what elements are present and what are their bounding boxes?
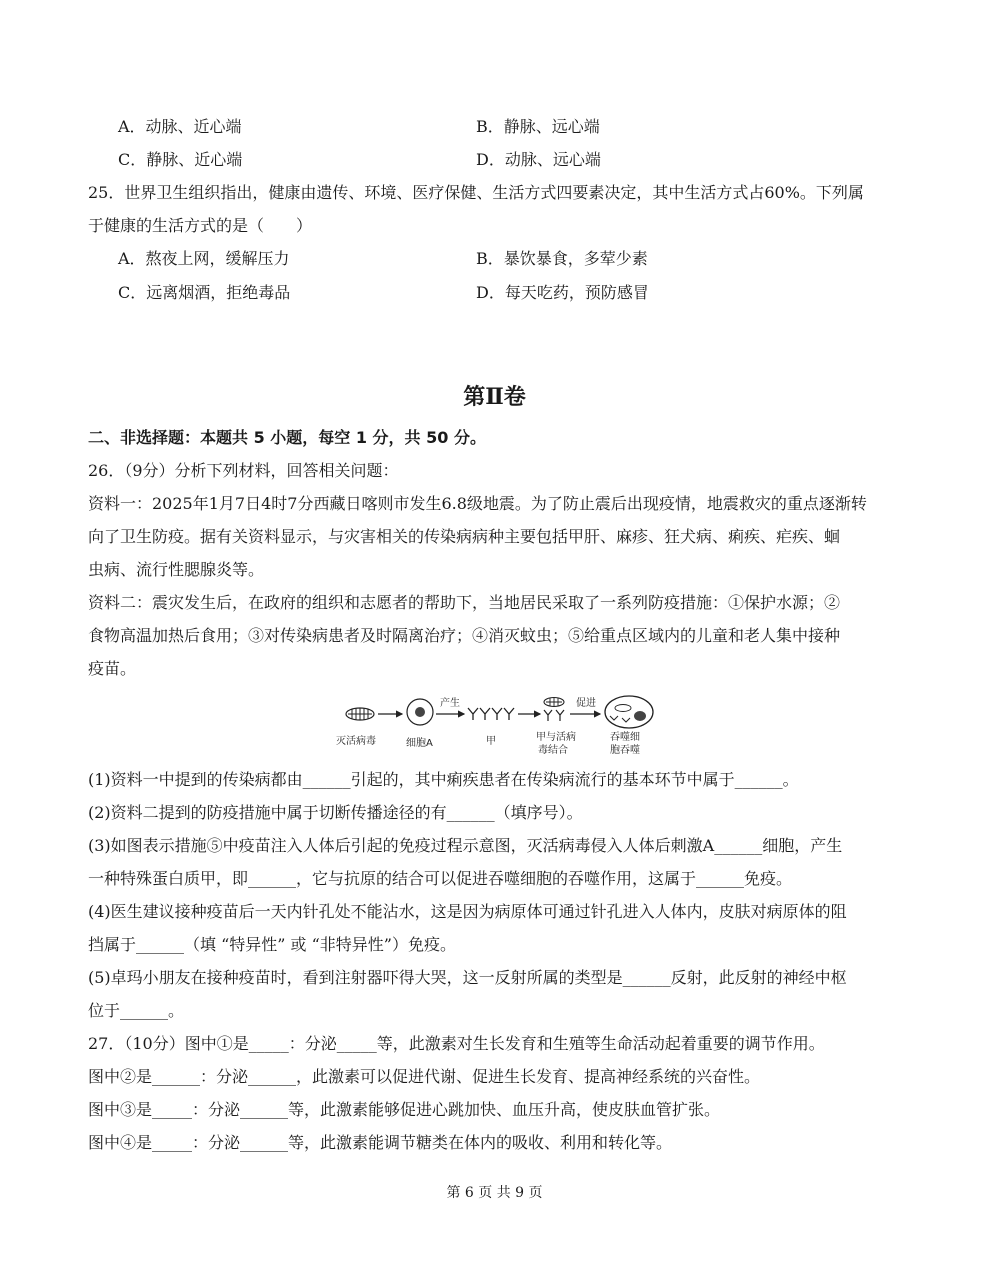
q26-material2-line3: 疫苗。 (88, 659, 137, 678)
q26-subquestion-3-line2: 一种特殊蛋白质甲，即______，它与抗原的结合可以促进吞噬细胞的吞噬作用，这属于______免疫。 (88, 869, 793, 888)
q26-material1-line3: 虫病、流行性腮腺炎等。 (88, 560, 265, 579)
label-combined-line2: 毒结合 (538, 745, 568, 756)
q27-line3: 图中③是_____：分泌______等，此激素能够促进心跳加快、血压升高，使皮肤血管扩张。 (88, 1100, 721, 1119)
q25-stem-line2: 于健康的生活方式的是（ ） (88, 216, 313, 235)
q25-option-b: B．暴饮暴食，多荤少素 (476, 249, 648, 268)
q26-material1-line2: 向了卫生防疫。据有关资料显示，与灾害相关的传染病病种主要包括甲肝、麻疹、狂犬病、痢疾、疟疾、蛔 (88, 527, 841, 546)
cell-a-icon (407, 699, 433, 725)
q26-material2-line1: 资料二：震灾发生后，在政府的组织和志愿者的帮助下，当地居民采取了一系列防疫措施：①保护水源；② (88, 593, 841, 612)
q24-option-b: B．静脉、远心端 (476, 117, 600, 136)
q26-subquestion-4-line2: 挡属于______（填 “特异性” 或 “非特异性”）免疫。 (88, 935, 456, 954)
page-number-footer: 第 6 页 共 9 页 (446, 1185, 543, 1201)
q26-subquestion-5-line1: (5)卓玛小朋友在接种疫苗时，看到注射器吓得大哭，这一反射所属的类型是______反射，此反射的神经中枢 (88, 968, 847, 987)
label-combined-line1: 甲与活病 (536, 732, 576, 743)
label-promote: 促进 (576, 698, 596, 709)
q25-stem-line1: 25．世界卫生组织指出，健康由遗传、环境、医疗保健、生活方式四要素决定，其中生活方式占60%。下列属 (88, 183, 864, 202)
q26-intro: 26．（9分）分析下列材料，回答相关问题： (88, 461, 399, 480)
q26-subquestion-5-line2: 位于______。 (88, 1001, 185, 1020)
q25-option-a: A．熬夜上网，缓解压力 (118, 249, 290, 268)
q26-material1-line1: 资料一：2025年1月7日4时7分西藏日喀则市发生6.8级地震。为了防止震后出现疫情，地震救灾的重点逐渐转 (88, 494, 867, 513)
q27-line2: 图中②是______：分泌______，此激素可以促进代谢、促进生长发育、提高神经系统的兴奋性。 (88, 1067, 761, 1086)
label-cell-a: 细胞A (406, 738, 433, 749)
q26-subquestion-3-line1: (3)如图表示措施⑤中疫苗注入人体后引起的免疫过程示意图，灭活病毒侵入人体后刺激A______细胞，产生 (88, 836, 843, 855)
immune-process-diagram (328, 690, 668, 758)
q24-option-d: D．动脉、远心端 (476, 150, 601, 169)
q24-option-a: A．动脉、近心端 (118, 117, 242, 136)
label-inactivated-virus: 灭活病毒 (336, 736, 376, 747)
label-jia: 甲 (486, 736, 496, 747)
section-heading: 二、非选择题：本题共 5 小题，每空 1 分，共 50 分。 (88, 428, 486, 447)
q26-subquestion-1: (1)资料一中提到的传染病都由______引起的，其中痢疾患者在传染病流行的基本环节中属于______。 (88, 770, 799, 789)
part-title: 第Ⅱ卷 (463, 384, 526, 410)
q25-option-d: D．每天吃药，预防感冒 (476, 283, 649, 302)
phagocyte-icon (605, 696, 653, 728)
antibody-virus-complex-icon (544, 698, 564, 722)
q26-subquestion-4-line1: (4)医生建议接种疫苗后一天内针孔处不能沾水，这是因为病原体可通过针孔进入人体内，皮肤对病原体的阻 (88, 902, 847, 921)
q25-option-c: C．远离烟酒，拒绝毒品 (118, 283, 291, 302)
label-phagocyte-line2: 胞吞噬 (610, 745, 640, 756)
label-produce: 产生 (440, 698, 460, 709)
q27-line4: 图中④是_____：分泌______等，此激素能调节糖类在体内的吸收、利用和转化等。 (88, 1133, 673, 1152)
q26-material2-line2: 食物高温加热后食用；③对传染病患者及时隔离治疗；④消灭蚊虫；⑤给重点区域内的儿童和老人集中接种 (88, 626, 841, 645)
q27-line1: 27．（10分）图中①是_____：分泌_____等，此激素对生长发育和生殖等生命活动起着重要的调节作用。 (88, 1034, 825, 1053)
inactivated-virus-icon (346, 708, 374, 720)
antibody-icon (468, 708, 514, 720)
label-phagocyte-line1: 吞噬细 (610, 732, 640, 743)
q26-subquestion-2: (2)资料二提到的防疫措施中属于切断传播途径的有______（填序号）。 (88, 803, 583, 822)
q24-option-c: C．静脉、近心端 (118, 150, 243, 169)
